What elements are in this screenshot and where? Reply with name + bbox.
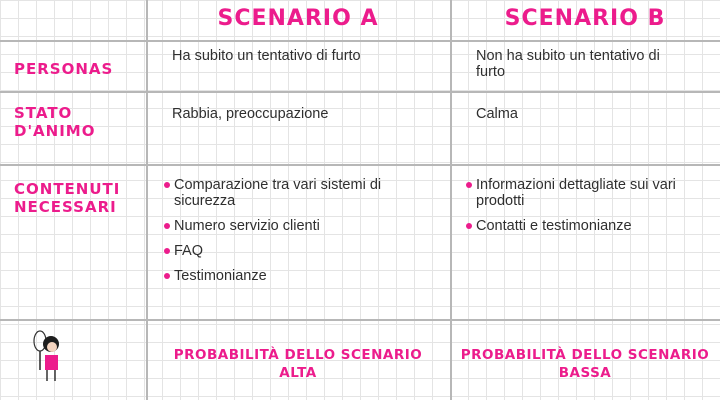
col-divider-1	[146, 0, 148, 400]
row-label-stato-line1: STATO	[14, 104, 73, 122]
personas-scenario-a: Ha subito un tentativo di furto	[172, 48, 361, 64]
girl-with-whisk-icon	[26, 330, 70, 386]
row-divider-3	[0, 164, 720, 166]
row-label-contenuti-line2: NECESSARI	[14, 198, 117, 216]
row-label-personas: PERSONAS	[14, 60, 114, 78]
row-label-contenuti-line1: CONTENUTI	[14, 180, 121, 198]
row-label-stato-animo	[14, 104, 95, 140]
list-item: Numero servizio clienti	[162, 218, 442, 234]
stato-scenario-a: Rabbia, preoccupazione	[172, 106, 329, 122]
scenario-a-header: SCENARIO A	[217, 6, 379, 31]
list-item: Contatti e testimonianze	[464, 218, 704, 234]
probability-scenario-b	[450, 346, 720, 382]
list-item: Comparazione tra vari sistemi di sicurezza	[162, 177, 442, 209]
stato-scenario-b: Calma	[476, 106, 518, 122]
probability-b-value: BASSA	[558, 365, 612, 381]
probability-a-label: PROBABILITÀ DELLO SCENARIO	[173, 347, 423, 363]
contenuti-a-list	[162, 177, 442, 284]
probability-scenario-a	[146, 346, 450, 382]
row-divider-1	[0, 40, 720, 42]
list-item: FAQ	[162, 243, 442, 259]
contenuti-scenario-b	[464, 177, 704, 243]
personas-scenario-b: Non ha subito un tentativo di furto	[476, 48, 660, 80]
row-divider-2	[0, 91, 720, 93]
probability-b-label: PROBABILITÀ DELLO SCENARIO	[460, 347, 710, 363]
row-label-contenuti	[14, 180, 120, 216]
contenuti-b-list	[464, 177, 704, 234]
col-divider-2	[450, 0, 452, 400]
row-divider-4	[0, 319, 720, 321]
list-item: Testimonianze	[162, 268, 442, 284]
scenario-b-header: SCENARIO B	[504, 6, 666, 31]
contenuti-scenario-a	[162, 177, 442, 293]
row-label-stato-line2: D'ANIMO	[14, 122, 96, 140]
list-item: Informazioni dettagliate sui vari prodotti	[464, 177, 704, 209]
probability-a-value: ALTA	[279, 365, 317, 381]
